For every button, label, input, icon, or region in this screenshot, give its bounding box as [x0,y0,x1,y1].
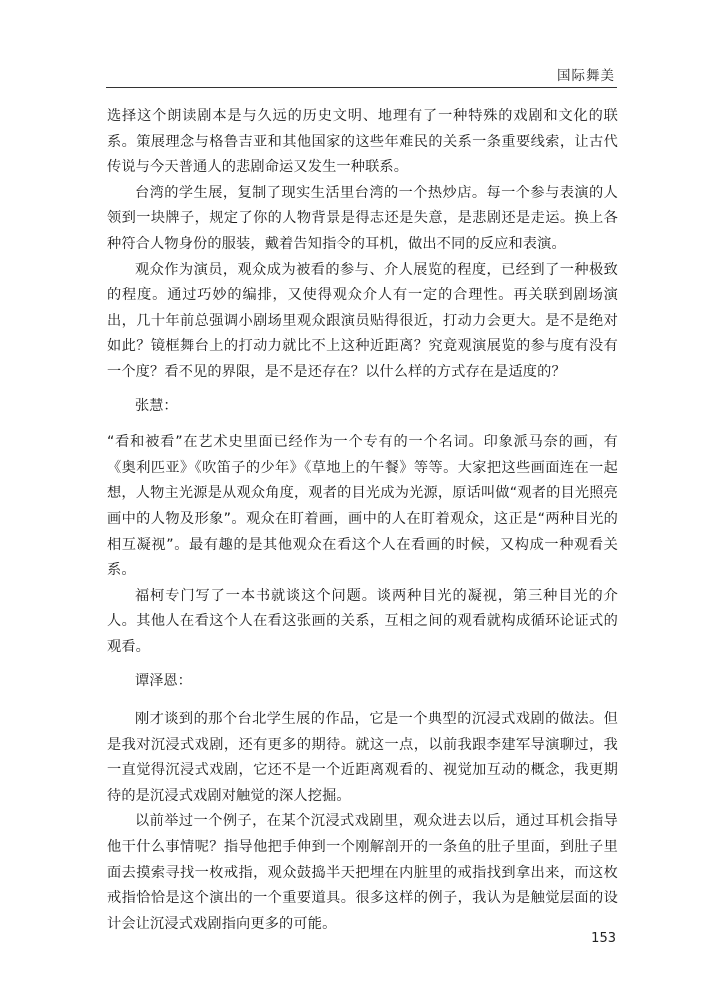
speaker-label-tan-zeen: 谭泽恩： [135,673,192,690]
page-number: 153 [591,931,616,946]
speaker-label-zhang-hui: 张慧： [135,397,178,414]
paragraph-7: 以前举过一个例子，在某个沉浸式戏剧里，观众进去以后，通过耳机会指导他干什么事情呢？指导他把手伸到一个刚解剖开的一条鱼的肚子里面，到肚子里面去摸索寻找一枚戒指，观众鼓捣半天把埋在内脏里的戒指找到拿出来，而这枚戒指恰恰是这个演出的一个重要道具。很多这样的例子，我认为是触觉层面的设计会让沉浸式戏剧指向更多的可能。 [107,813,618,932]
paragraph-1: 选择这个朗读剧本是与久远的历史文明、地理有了一种特殊的戏剧和文化的联系。策展理念与格鲁吉亚和其他国家的这些年难民的关系一条重要线索，让古代传说与今天普通人的悲剧命运又发生一种联系。 [107,108,618,176]
header-divider [106,87,617,88]
paragraph-2: 台湾的学生展，复制了现实生活里台湾的一个热炒店。每一个参与表演的人领到一块牌子，规定了你的人物背景是得志还是失意，是悲剧还是走运。换上各种符合人物身份的服装，戴着告知指令的耳机，做出不同的反应和表演。 [107,184,618,252]
running-header [106,64,617,86]
paragraph-3: 观众作为演员，观众成为被看的参与、介人展览的程度，已经到了一种极致的程度。通过巧妙的编排，又使得观众介人有一定的合理性。再关联到剧场演出，几十年前总强调小剧场里观众跟演员贴得很近，打动力会更大。是不是绝对如此？镜框舞台上的打动力就比不上这种近距离？究竟观演展览的参与度有没有一个度？看不见的界限，是不是还存在？以什么样的方式存在是适度的？ [107,261,618,380]
paragraph-4: “看和被看”在艺术史里面已经作为一个专有的一个名词。印象派马奈的画，有《奥利匹亚》《吹笛子的少年》《草地上的午餐》等等。大家把这些画面连在一起想，人物主光源是从观众角度，观者的目光成为光源，原话叫做“观者的目光照亮画中的人物及形象”。观众在盯着画，画中的人在盯着观众，这正是“两种目光的相互凝视”。最有趣的是其他观众在看这个人在看画的时候，又构成一种观看关系。 [107,434,618,579]
running-header-title: 国际舞美 [557,68,615,84]
paragraph-5: 福柯专门写了一本书就谈这个问题。谈两种目光的凝视，第三种目光的介人。其他人在看这个人在看这张画的关系，互相之间的观看就构成循环论证式的观看。 [107,587,618,655]
paragraph-6: 刚才谈到的那个台北学生展的作品，它是一个典型的沉浸式戏剧的做法。但是我对沉浸式戏剧，还有更多的期待。就这一点，以前我跟李建军导演聊过，我一直觉得沉浸式戏剧，它还不是一个近距离观看的、视觉加互动的概念，我更期待的是沉浸式戏剧对触觉的深人挖掘。 [107,711,618,804]
page-body [107,104,618,937]
